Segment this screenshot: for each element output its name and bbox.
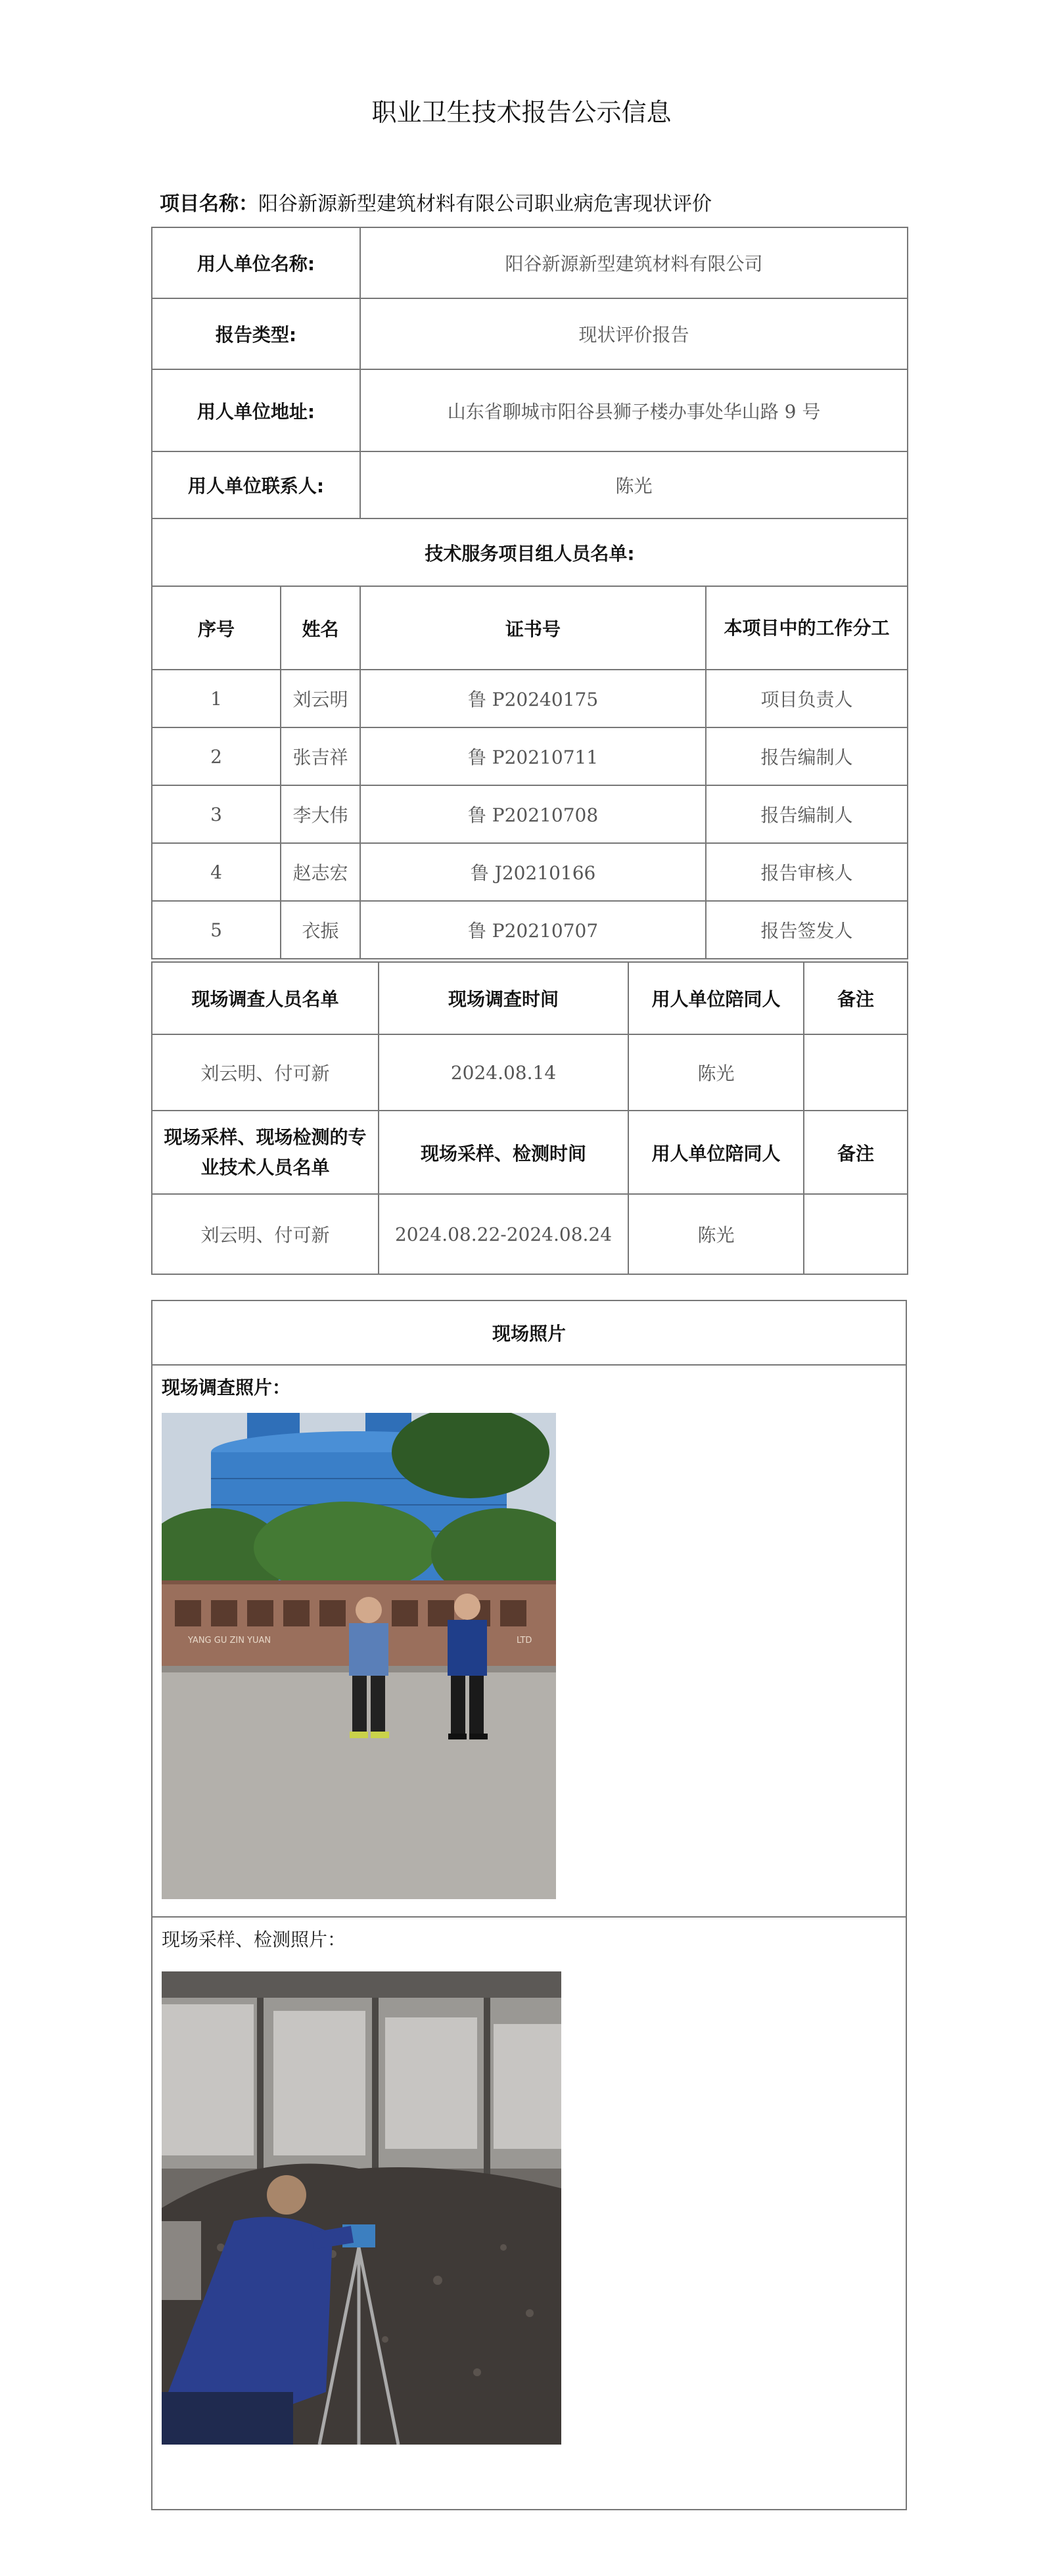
unit-name-row: [152, 227, 908, 298]
survey-time: 2024.08.14: [379, 1034, 628, 1111]
report-type-label: 报告类型:: [152, 298, 360, 369]
sampling-col-remark: 备注: [804, 1111, 908, 1194]
unit-name-value: 阳谷新源新型建筑材料有限公司: [360, 227, 908, 298]
team-col-name: 姓名: [281, 586, 360, 670]
address-row: [152, 369, 908, 451]
sampling-col-time: 现场采样、检测时间: [379, 1111, 628, 1194]
team-role: 报告审核人: [706, 843, 908, 901]
table-row: [152, 785, 908, 843]
project-name-value: 阳谷新源新型建筑材料有限公司职业病危害现状评价: [258, 193, 712, 216]
survey-header-row: [152, 962, 908, 1034]
team-index: 3: [152, 785, 281, 843]
contact-label: 用人单位联系人:: [152, 451, 360, 518]
survey-col-time: 现场调查时间: [379, 962, 628, 1034]
table-row: [152, 843, 908, 901]
team-role: 报告签发人: [706, 901, 908, 959]
survey-photo-image: [162, 1413, 556, 1899]
sign-suffix: LTD: [517, 1636, 532, 1645]
survey-row: [152, 1034, 908, 1111]
sampling-photo-section: [152, 1916, 906, 2510]
sampling-row: [152, 1194, 908, 1274]
team-name: 衣振: [281, 901, 360, 959]
contact-value: 陈光: [360, 451, 908, 518]
address-label: 用人单位地址:: [152, 369, 360, 451]
sampling-photo-label: 现场采样、检测照片：: [162, 1929, 346, 1950]
team-col-index: 序号: [152, 586, 281, 670]
info-table: [151, 227, 907, 959]
project-name-label: 项目名称：: [160, 193, 258, 216]
team-name: 刘云明: [281, 670, 360, 727]
team-role: 报告编制人: [706, 785, 908, 843]
sampling-escort: 陈光: [628, 1194, 804, 1274]
team-cert: 鲁 P20240175: [360, 670, 706, 727]
survey-escort: 陈光: [628, 1034, 804, 1111]
page-title: 职业卫生技术报告公示信息: [371, 98, 672, 127]
team-col-cert: 证书号: [360, 586, 706, 670]
unit-name-label: 用人单位名称:: [152, 227, 360, 298]
team-role: 项目负责人: [706, 670, 908, 727]
team-index: 4: [152, 843, 281, 901]
survey-col-staff: 现场调查人员名单: [152, 962, 379, 1034]
sampling-col-escort: 用人单位陪同人: [628, 1111, 804, 1194]
team-cert: 鲁 J20210166: [360, 843, 706, 901]
sampling-remark: [804, 1194, 908, 1274]
project-name: [160, 187, 712, 216]
team-index: 2: [152, 727, 281, 785]
table-row: [152, 670, 908, 727]
sampling-time: 2024.08.22-2024.08.24: [379, 1194, 628, 1274]
table-row: [152, 727, 908, 785]
sampling-col-staff: 现场采样、现场检测的专业技术人员名单: [152, 1111, 379, 1194]
site-photos-heading: 现场照片: [152, 1301, 906, 1366]
survey-staff: 刘云明、付可新: [152, 1034, 379, 1111]
report-type-row: [152, 298, 908, 369]
survey-col-escort: 用人单位陪同人: [628, 962, 804, 1034]
team-cert: 鲁 P20210711: [360, 727, 706, 785]
sign-text: YANG GU ZIN YUAN: [188, 1636, 271, 1645]
survey-photo-label: 现场调查照片：: [162, 1377, 291, 1398]
sampling-photo: [162, 1971, 561, 2445]
team-heading-row: [152, 518, 908, 586]
team-cert: 鲁 P20210708: [360, 785, 706, 843]
team-header-row: [152, 586, 908, 670]
report-type-value: 现状评价报告: [360, 298, 908, 369]
contact-row: [152, 451, 908, 518]
team-name: 张吉祥: [281, 727, 360, 785]
survey-table: [151, 961, 907, 1275]
sampling-photo-image: [162, 1971, 561, 2445]
team-cert: 鲁 P20210707: [360, 901, 706, 959]
team-index: 5: [152, 901, 281, 959]
team-heading: 技术服务项目组人员名单:: [152, 518, 908, 586]
team-col-role: 本项目中的工作分工: [706, 586, 908, 670]
survey-photo: [162, 1413, 556, 1899]
survey-photo-section: [152, 1364, 906, 1918]
team-role: 报告编制人: [706, 727, 908, 785]
table-row: [152, 901, 908, 959]
site-photos-box: [151, 1300, 907, 2510]
sampling-staff: 刘云明、付可新: [152, 1194, 379, 1274]
team-name: 李大伟: [281, 785, 360, 843]
survey-col-remark: 备注: [804, 962, 908, 1034]
survey-remark: [804, 1034, 908, 1111]
address-value: 山东省聊城市阳谷县狮子楼办事处华山路 9 号: [360, 369, 908, 451]
team-index: 1: [152, 670, 281, 727]
sampling-header-row: [152, 1111, 908, 1194]
team-name: 赵志宏: [281, 843, 360, 901]
